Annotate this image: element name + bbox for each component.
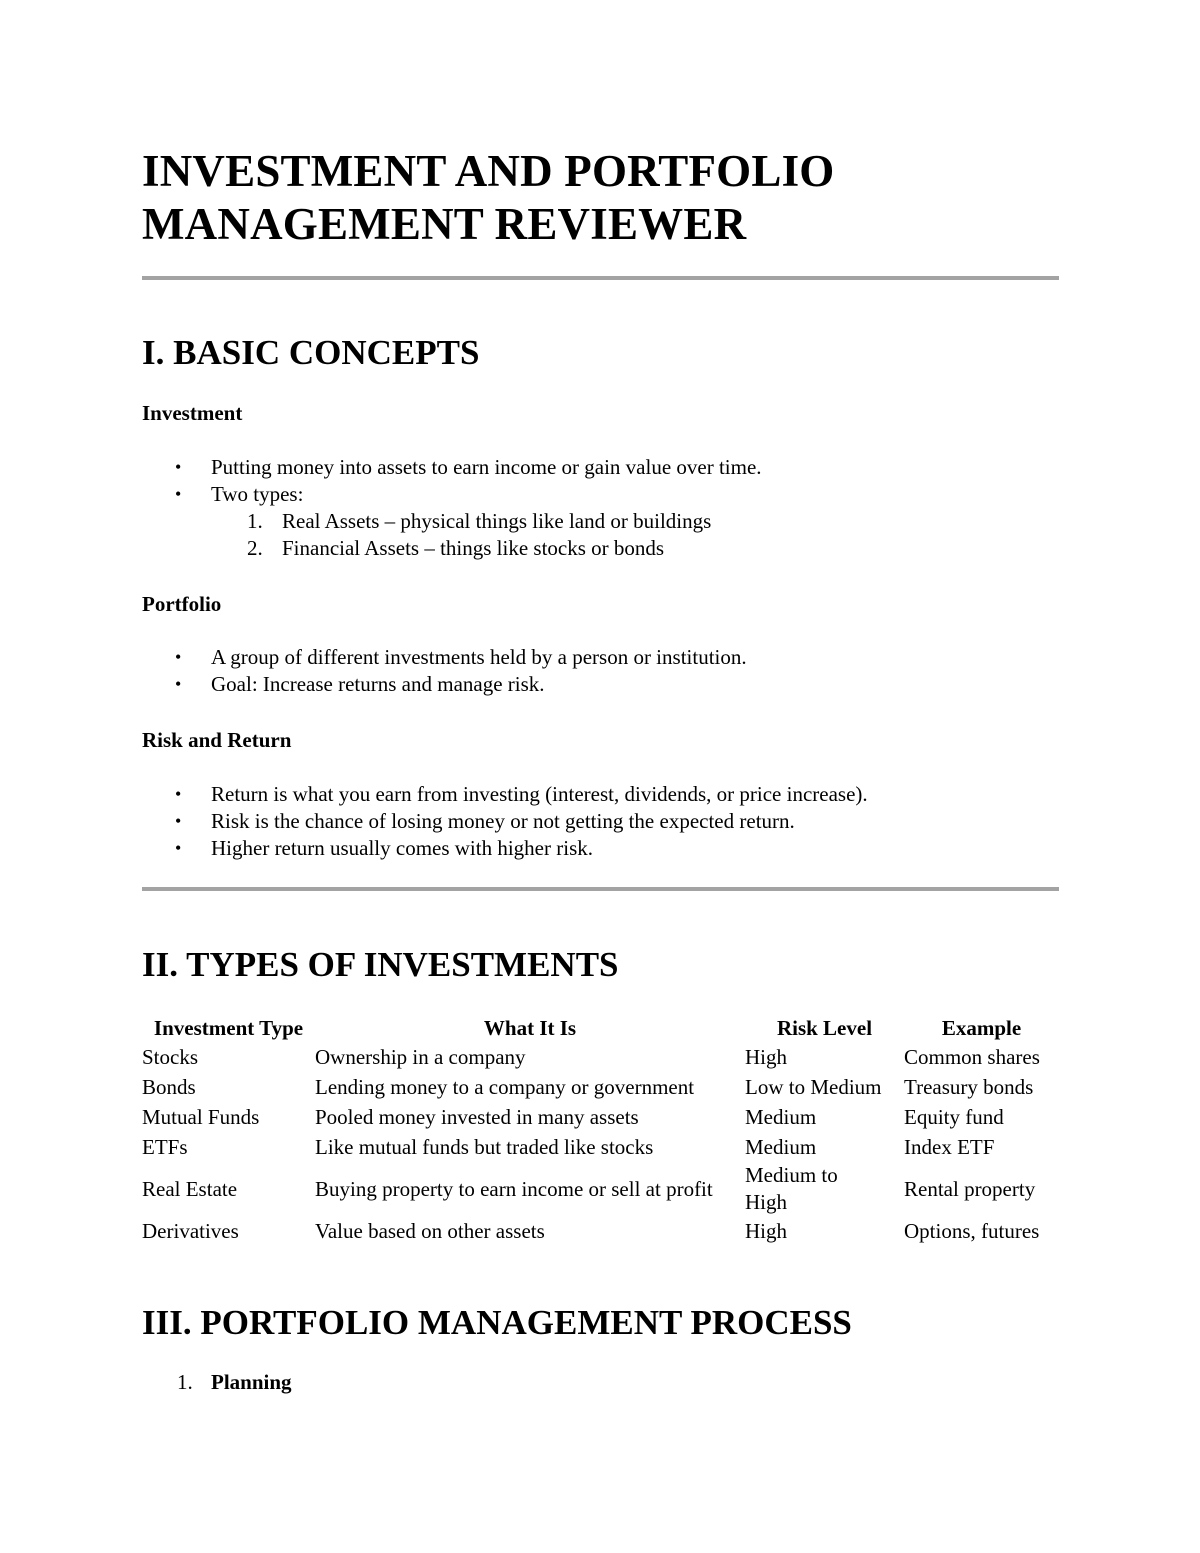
bullet-icon: •: [175, 838, 182, 858]
table-cell: Value based on other assets: [315, 1218, 545, 1243]
column-header-risk-level: Risk Level: [776, 1016, 873, 1040]
table-cell: Real Estate: [142, 1176, 238, 1201]
table-cell: Equity fund: [904, 1104, 1004, 1129]
list-item-text: Putting money into assets to earn income or gain value over time.: [211, 455, 762, 479]
document-title-line-2: MANAGEMENT REVIEWER: [142, 199, 747, 249]
list-item: [142, 644, 747, 671]
table-cell: Index ETF: [904, 1134, 995, 1159]
table-cell: Lending money to a company or government: [315, 1074, 695, 1099]
table-cell: Medium: [745, 1104, 817, 1129]
process-step-planning: Planning: [211, 1370, 292, 1394]
table-cell: Treasury bonds: [904, 1074, 1034, 1099]
asset-types-numbered-list: [211, 508, 762, 562]
table-cell: Low to Medium: [745, 1074, 882, 1099]
item-number: 2.: [247, 536, 263, 560]
investment-types-table: [142, 1012, 1059, 1246]
list-item: [142, 808, 868, 835]
column-header-example: Example: [941, 1016, 1022, 1040]
bullet-icon: •: [175, 647, 182, 667]
table-row: [142, 1102, 1059, 1132]
subheading-risk-and-return: Risk and Return: [142, 728, 292, 752]
item-number: 1.: [247, 509, 263, 533]
bullet-icon: •: [175, 457, 182, 477]
horizontal-rule: [142, 887, 1059, 891]
bullet-icon: •: [175, 484, 182, 504]
table-cell: Medium to High: [745, 1163, 838, 1214]
table-cell: High: [745, 1044, 787, 1069]
table-row: [142, 1042, 1059, 1072]
bullet-icon: •: [175, 674, 182, 694]
table-row: [142, 1162, 1059, 1216]
table-row: [142, 1072, 1059, 1102]
list-item-text: Goal: Increase returns and manage risk.: [211, 672, 545, 696]
section-heading-basic-concepts: I. BASIC CONCEPTS: [142, 333, 480, 372]
portfolio-bullet-list: [142, 644, 747, 698]
table-row: [142, 1216, 1059, 1246]
horizontal-rule: [142, 276, 1059, 280]
list-item-text: Two types:: [211, 482, 304, 506]
bullet-icon: •: [175, 784, 182, 804]
list-item-text: A group of different investments held by a person or institution.: [211, 645, 747, 669]
table-cell: Stocks: [142, 1044, 199, 1069]
table-cell: Bonds: [142, 1074, 196, 1099]
numbered-item-text: Real Assets – physical things like land or buildings: [282, 509, 712, 533]
table-cell: Pooled money invested in many assets: [315, 1104, 639, 1129]
column-header-what-it-is: What It Is: [483, 1016, 577, 1040]
table-row: [142, 1132, 1059, 1162]
risk-return-bullet-list: [142, 781, 868, 862]
subheading-portfolio: Portfolio: [142, 592, 222, 616]
table-cell: Rental property: [904, 1176, 1036, 1201]
list-item: [142, 671, 747, 698]
item-number: 1.: [177, 1370, 193, 1394]
table-cell: Medium: [745, 1134, 817, 1159]
list-item: [142, 781, 868, 808]
table-cell: Ownership in a company: [315, 1044, 526, 1069]
document-title-line-1: INVESTMENT AND PORTFOLIO: [142, 146, 835, 196]
table-cell: ETFs: [142, 1134, 188, 1159]
list-item: [142, 835, 868, 862]
subheading-investment: Investment: [142, 401, 243, 425]
numbered-item-text: Financial Assets – things like stocks or bonds: [282, 536, 665, 560]
table-cell: Common shares: [904, 1044, 1040, 1069]
bullet-icon: •: [175, 811, 182, 831]
numbered-item: [142, 535, 762, 562]
investment-bullet-list: [142, 454, 762, 562]
table-cell: Derivatives: [142, 1218, 239, 1243]
section-heading-types-of-investments: II. TYPES OF INVESTMENTS: [142, 945, 619, 984]
table-cell: Buying property to earn income or sell at profit: [315, 1176, 713, 1201]
table-cell: Mutual Funds: [142, 1104, 260, 1129]
list-item: [142, 454, 762, 481]
numbered-item: [142, 508, 762, 535]
list-item-text: Risk is the chance of losing money or not getting the expected return.: [211, 809, 795, 833]
table-cell: Options, futures: [904, 1218, 1040, 1243]
list-item: [142, 481, 762, 562]
column-header-investment-type: Investment Type: [153, 1016, 304, 1040]
list-item-text: Higher return usually comes with higher risk.: [211, 836, 593, 860]
section-heading-portfolio-management-process: III. PORTFOLIO MANAGEMENT PROCESS: [142, 1303, 852, 1342]
table-cell: High: [745, 1218, 787, 1243]
table-header-row: [142, 1012, 1059, 1042]
document-title: [142, 145, 835, 251]
table-cell: Like mutual funds but traded like stocks: [315, 1134, 654, 1159]
list-item-text: Return is what you earn from investing (interest, dividends, or price increase).: [211, 782, 868, 806]
